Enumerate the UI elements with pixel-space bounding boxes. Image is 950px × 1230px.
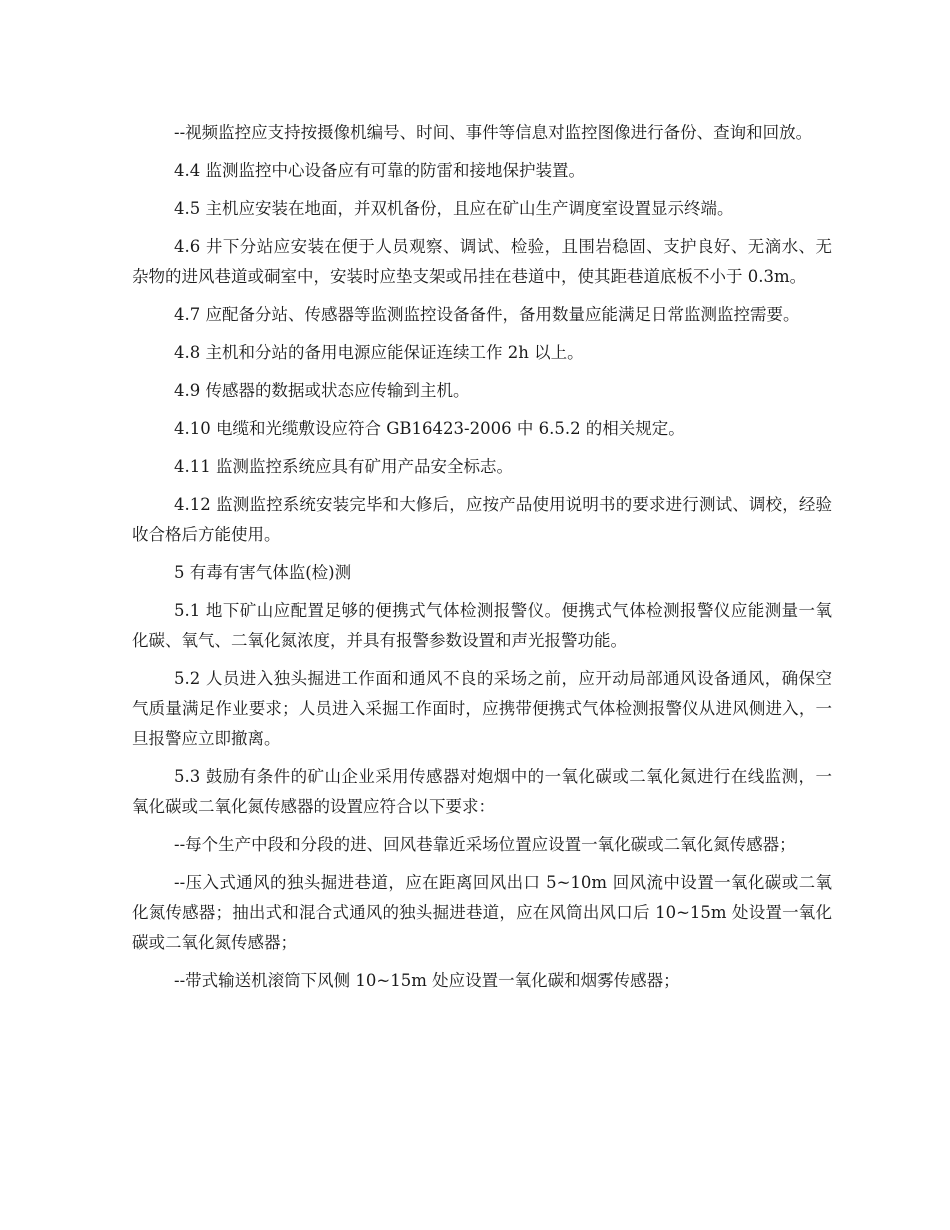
document-body (132, 118, 832, 1004)
list-item-forced-ventilation: --压入式通风的独头掘进巷道，应在距离回风出口 5~10m 回风流中设置一氧化碳或二氧化氮传感器；抽出式和混合式通风的独头掘进巷道，应在风筒出风口后 10~15m 处设置一氧化碳或二氧化氮传感器； (132, 873, 832, 952)
paragraph-5-1: 5.1 地下矿山应配置足够的便携式气体检测报警仪。便携式气体检测报警仪应能测量一氧化碳、氧气、二氧化氮浓度，并具有报警参数设置和声光报警功能。 (132, 601, 832, 650)
section-heading-5: 5 有毒有害气体监(检)测 (174, 563, 352, 582)
paragraph-4-9: 4.9 传感器的数据或状态应传输到主机。 (174, 381, 470, 400)
paragraph-4-4: 4.4 监测监控中心设备应有可靠的防雷和接地保护装置。 (174, 161, 585, 180)
paragraph-4-6: 4.6 井下分站应安装在便于人员观察、调试、检验，且围岩稳固、支护良好、无滴水、无杂物的进风巷道或硐室中，安装时应垫支架或吊挂在巷道中，使其距巷道底板不小于 0.3m。 (132, 237, 832, 286)
paragraph-5-3: 5.3 鼓励有条件的矿山企业采用传感器对炮烟中的一氧化碳或二氧化氮进行在线监测，一氧化碳或二氧化氮传感器的设置应符合以下要求： (132, 767, 832, 816)
list-item-belt-conveyor: --带式输送机滚筒下风侧 10~15m 处应设置一氧化碳和烟雾传感器； (174, 971, 680, 990)
paragraph-4-10: 4.10 电缆和光缆敷设应符合 GB16423-2006 中 6.5.2 的相关规定。 (174, 419, 685, 438)
list-item-production-level: --每个生产中段和分段的进、回风巷靠近采场位置应设置一氧化碳或二氧化氮传感器； (174, 835, 796, 854)
paragraph-4-5: 4.5 主机应安装在地面，并双机备份，且应在矿山生产调度室设置显示终端。 (174, 199, 734, 218)
paragraph-4-12: 4.12 监测监控系统安装完毕和大修后，应按产品使用说明书的要求进行测试、调校，经验收合格后方能使用。 (132, 495, 832, 544)
paragraph-video-backup: --视频监控应支持按摄像机编号、时间、事件等信息对监控图像进行备份、查询和回放。 (174, 123, 813, 142)
paragraph-4-8: 4.8 主机和分站的备用电源应能保证连续工作 2h 以上。 (174, 343, 584, 362)
paragraph-4-11: 4.11 监测监控系统应具有矿用产品安全标志。 (174, 457, 513, 476)
paragraph-4-7: 4.7 应配备分站、传感器等监测监控设备备件，备用数量应能满足日常监测监控需要。 (174, 305, 800, 324)
paragraph-5-2: 5.2 人员进入独头掘进工作面和通风不良的采场之前，应开动局部通风设备通风，确保空气质量满足作业要求；人员进入采掘工作面时，应携带便携式气体检测报警仪从进风侧进入，一旦报警应立即撤离。 (132, 669, 832, 748)
